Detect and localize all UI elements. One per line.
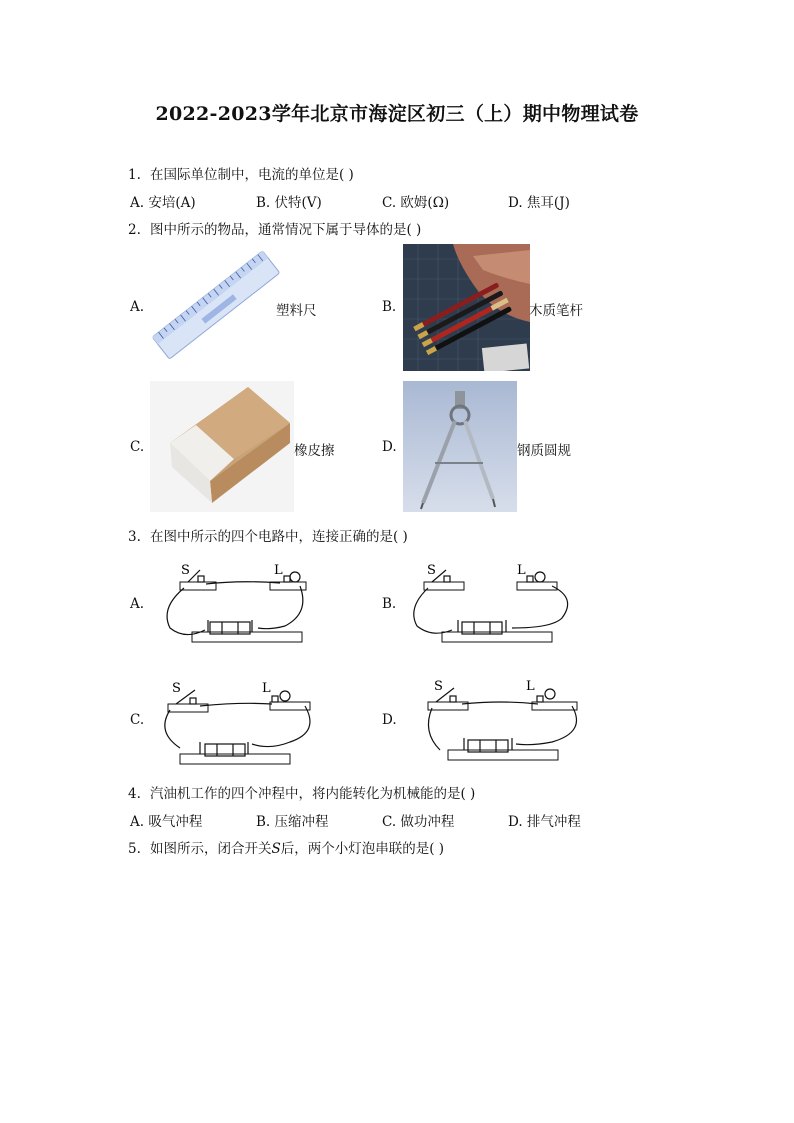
lamp-label: L (526, 679, 535, 694)
question-5 (128, 837, 444, 857)
switch-label: S (434, 679, 443, 694)
plastic-ruler-image (150, 245, 282, 365)
question-number: 1. (128, 167, 141, 183)
option-d: D. 焦耳(J) (508, 195, 570, 211)
question-3 (128, 525, 408, 545)
circuit-diagram-c (150, 672, 320, 772)
option-text: 橡皮擦 (294, 443, 335, 459)
wooden-pens-image (403, 244, 530, 371)
question-4 (128, 782, 475, 802)
option-letter: A. (130, 596, 145, 612)
steel-compass-image (403, 381, 517, 512)
circuit-diagram-a (150, 558, 315, 658)
question-2 (128, 218, 421, 238)
question-stem: 图中所示的物品，通常情况下属于导体的是( ) (150, 222, 422, 238)
option-letter: B. (382, 299, 397, 315)
option-a: A. 安培(A) (130, 195, 196, 211)
option-letter: C. (130, 712, 145, 728)
question-number: 2. (128, 222, 141, 238)
option-text: 木质笔杆 (529, 303, 583, 319)
eraser-image (150, 381, 294, 512)
question-number: 3. (128, 529, 141, 545)
question-stem-before: 如图所示，闭合开关 (150, 841, 272, 857)
switch-label: S (172, 681, 181, 696)
switch-label: S (427, 563, 436, 578)
option-letter: D. (382, 712, 397, 728)
lamp-label: L (274, 563, 283, 578)
option-text: 塑料尺 (276, 303, 317, 319)
question-1 (128, 163, 354, 183)
option-text: 钢质圆规 (517, 443, 571, 459)
lamp-label: L (517, 563, 526, 578)
switch-variable: S (271, 841, 281, 857)
option-c: C. 欧姆(Ω) (382, 195, 450, 211)
circuit-diagram-d (402, 672, 587, 772)
option-d: D. 排气冲程 (508, 814, 581, 830)
option-b: B. 压缩冲程 (256, 814, 329, 830)
question-stem-after: 后，两个小灯泡串联的是( ) (280, 841, 445, 857)
question-number: 5. (128, 841, 141, 857)
option-letter: B. (382, 596, 397, 612)
switch-label: S (181, 563, 190, 578)
lamp-label: L (262, 681, 271, 696)
option-letter: C. (130, 439, 145, 455)
option-b: B. 伏特(V) (256, 195, 322, 211)
circuit-diagram-b (402, 558, 577, 658)
page-title: 2022-2023学年北京市海淀区初三（上）期中物理试卷 (155, 103, 639, 125)
option-c: C. 做功冲程 (382, 814, 455, 830)
question-number: 4. (128, 786, 141, 802)
option-letter: D. (382, 439, 397, 455)
option-letter: A. (130, 299, 145, 315)
option-a: A. 吸气冲程 (130, 814, 203, 830)
question-stem: 汽油机工作的四个冲程中，将内能转化为机械能的是( ) (150, 786, 476, 802)
question-stem: 在国际单位制中，电流的单位是( ) (150, 167, 354, 183)
question-stem: 在图中所示的四个电路中，连接正确的是( ) (150, 529, 408, 545)
